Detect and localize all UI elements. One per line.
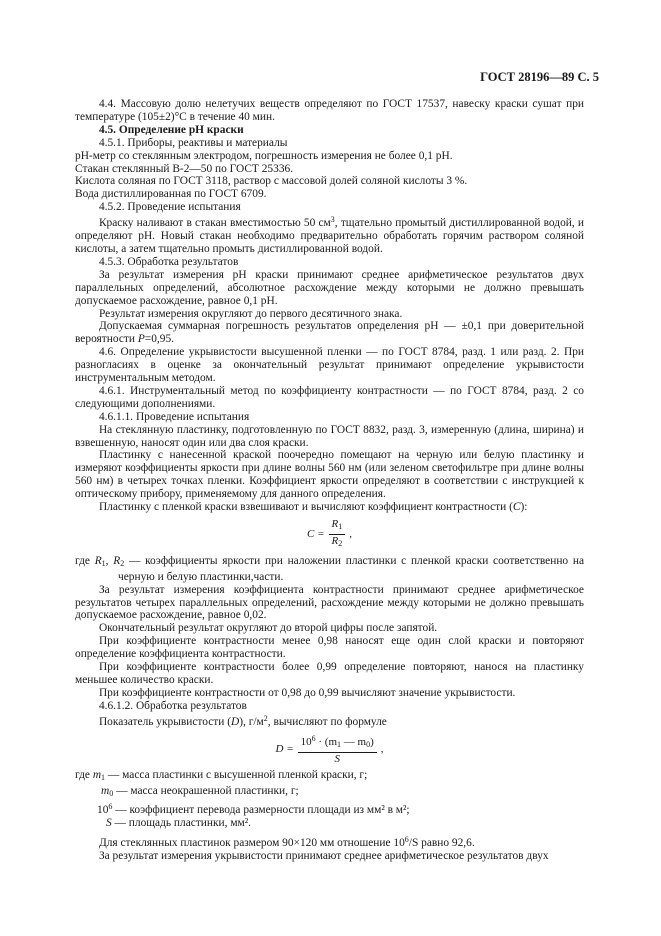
subheading-4-5-3: 4.5.3. Обработка результатов <box>98 255 239 268</box>
paragraph-4-4: 4.4. Массовую долю нелетучих веществ определяют по ГОСТ 17537, навеску краски сушат при температуре (105±2)°С в течение 40 мин. <box>75 98 584 123</box>
hiding-power-formula: D = $\frac{10^6 \cdot (m_1 — m_0)}{S}$ , <box>275 733 384 765</box>
paragraph-4-6-1-2-b: Для стеклянных пластинок размером 90×120 мм отношение $10^6/S$ равно 92,6. <box>98 835 475 850</box>
material-acid: Кислота соляная по ГОСТ 3118, раствор с массовой долей соляной кислоты 3 %. <box>75 175 468 188</box>
page-header: ГОСТ 28196—89 С. 5 <box>480 70 599 84</box>
contrast-formula: C = $\frac{R_1}{R_2}$ , <box>307 518 352 548</box>
definition-s: S — площадь пластинки, мм². <box>106 817 251 830</box>
paragraph-4-6-1-1-d: За результат измерения коэффициента контрастности принимают среднее арифметическое результатов четырех параллельных определений, расхождение между которыми не должно превышать допускаемое расхождение, равное 0,02. <box>75 583 584 622</box>
paragraph-4-6-1-1-c: Пластинку с пленкой краски взвешивают и вычисляют коэффициент контрастности (С): <box>98 501 528 514</box>
paragraph-4-6-1-2-a: Показатель укрывистости (D), $г/м^2$, вычисляют по формуле <box>98 713 387 728</box>
definition-m0: $m_0$ — масса неокрашенной пластинки, г; <box>101 785 299 799</box>
paragraph-rounding: Результат измерения округляют до первого десятичного знака. <box>98 307 403 320</box>
definition-10-6: $10^6$ — коэффициент перевода размерности площади из мм² в м²; <box>97 802 410 817</box>
paragraph-4-6-1-1-b: Пластинку с нанесенной краской поочередно помещают на черную или белую пластинку и измеряют коэффициенты яркости при длине волны 560 нм (или зеленом светофильтре при длине волны 560 нм) в четырех точках пленки. Коэффициент яркости определяют в соответствии с инструкцией к оптическому прибору, применяемому для данного определения. <box>75 449 584 501</box>
material-water: Вода дистиллированная по ГОСТ 6709. <box>75 188 267 201</box>
material-ph-meter: pH-метр со стеклянным электродом, погрешность измерения не более 0,1 pH. <box>75 149 453 162</box>
document-body <box>75 98 584 863</box>
contrast-where: где $R_1$, $R_2$ — коэффициенты яркости при наложении пластинки с пленкой краски соответственно на черную и белую пластинки,части. <box>75 554 584 583</box>
paragraph-4-6-1-1-a: На стеклянную пластинку, подготовленную по ГОСТ 8832, разд. 3, измеренную (длина, ширина) и взвешенную, наносят один или два слоя краски. <box>75 423 584 449</box>
paragraph-4-6-1-1-e: Окончательный результат округляют до второй цифры после запятой. <box>98 622 438 635</box>
paragraph-4-6-1: 4.6.1. Инструментальный метод по коэффициенту контрастности — по ГОСТ 8784, разд. 2 со следующими дополнениями. <box>75 384 584 410</box>
subheading-4-5-2: 4.5.2. Проведение испытания <box>98 201 241 214</box>
paragraph-4-6-1-1-g: При коэффициенте контрастности более 0,99 определение повторяют, нанося на пластинку меньшее количество краски. <box>75 661 584 686</box>
material-beaker: Стакан стеклянный В-2—50 по ГОСТ 25336. <box>75 162 294 175</box>
paragraph-4-5-2: Краску наливают в стакан вместимостью 50 $см^3$, тщательно промытый дистиллированной водой, и определяют pH. Новый стакан необходимо предварительно обработать горячим раствором соляной кислоты, а затем тщательно промыть дистиллированной водой. <box>75 215 584 255</box>
paragraph-4-6: 4.6. Определение укрывистости высушенной пленки — по ГОСТ 8784, разд. 1 или разд. 2. При разногласиях в оценке за окончательный результат принимают определение укрывистости инструментальным методом. <box>75 346 584 385</box>
definition-m1: где $m_1$ — масса пластинки с высушенной пленкой краски, г; <box>75 769 368 783</box>
paragraph-4-6-1-1-h: При коэффициенте контрастности от 0,98 до 0,99 вычисляют значение укрывистости. <box>98 686 516 699</box>
subheading-4-5-1: 4.5.1. Приборы, реактивы и материалы <box>98 136 288 149</box>
subheading-4-6-1-2: 4.6.1.2. Обработка результатов <box>98 699 247 712</box>
paragraph-4-6-1-1-f: При коэффициенте контрастности менее 0,98 наносят еще один слой краски и повторяют определение коэффициента контрастности. <box>75 635 584 661</box>
paragraph-4-6-1-2-c: За результат измерения укрывистости принимают среднее арифметическое результатов двух <box>98 849 549 862</box>
paragraph-error: Допускаемая суммарная погрешность результатов определения pH — ±0,1 при доверительной вероятности P=0,95. <box>75 320 584 346</box>
subheading-4-6-1-1: 4.6.1.1. Проведение испытания <box>98 410 250 423</box>
section-heading-4-5: 4.5. Определение pH краски <box>98 123 244 136</box>
paragraph-4-5-3: За результат измерения pH краски принимают среднее арифметическое результатов двух параллельных определений, абсолютное расхождение между которыми не должно превышать допускаемое расхождение, равное 0,1 pH. <box>75 268 584 307</box>
